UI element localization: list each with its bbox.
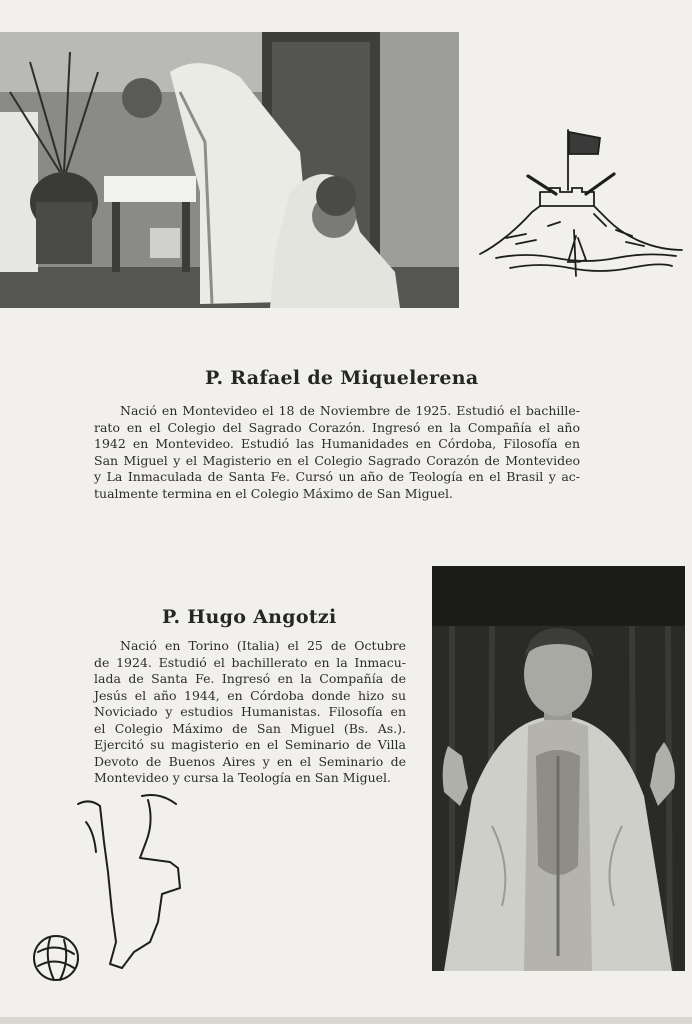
page-title: P. Rafael de Miquelerena — [205, 366, 479, 389]
map-outline-sketch-icon — [30, 792, 200, 992]
text-line: Noviciado y estudios Humanistas. Filosofía en — [94, 704, 406, 719]
text-line: lada de Santa Fe. Ingresó en la Compañía de — [94, 671, 406, 686]
biography-paragraph — [94, 403, 580, 502]
biography-paragraph — [94, 638, 406, 787]
text-line: Devoto de Buenos Aires y en el Seminario de — [94, 753, 406, 769]
text-line: Nació en Torino (Italia) el 25 de Octubre — [120, 638, 406, 653]
text-line: 1942 en Montevideo. Estudió las Humanidades en Córdoba, Filosofía en — [94, 436, 580, 451]
text-line: Ejercitó su magisterio en el Seminario de Villa — [94, 737, 406, 752]
page-edge — [0, 1017, 692, 1024]
text-line: Jesús el año 1944, en Córdoba donde hizo su — [94, 687, 406, 703]
text-line: rato en el Colegio del Sagrado Corazón. Ingresó en la Compañía el año — [94, 419, 580, 435]
priest-portrait-icon — [432, 566, 685, 971]
altar-photo-icon — [0, 32, 459, 308]
text-line: el Colegio Máximo de San Miguel (Bs. As.). — [94, 720, 406, 736]
text-line: y La Inmaculada de Santa Fe. Cursó un año de Teología en el Brasil y ac- — [94, 469, 580, 484]
text-line: tualmente termina en el Colegio Máximo de San Miguel. — [94, 485, 453, 501]
text-line: Montevideo y cursa la Teología en San Miguel. — [94, 770, 391, 785]
text-line: Nació en Montevideo el 18 de Noviembre de 1925. Estudió el bachille- — [120, 403, 580, 418]
text-line: San Miguel y el Magisterio en el Colegio Sagrado Corazón de Montevideo — [94, 452, 580, 468]
fortress-hill-sketch-icon — [476, 126, 686, 282]
text-line: de 1924. Estudió el bachillerato en la Inmacu- — [94, 654, 406, 670]
section-title: P. Hugo Angotzi — [162, 605, 337, 628]
